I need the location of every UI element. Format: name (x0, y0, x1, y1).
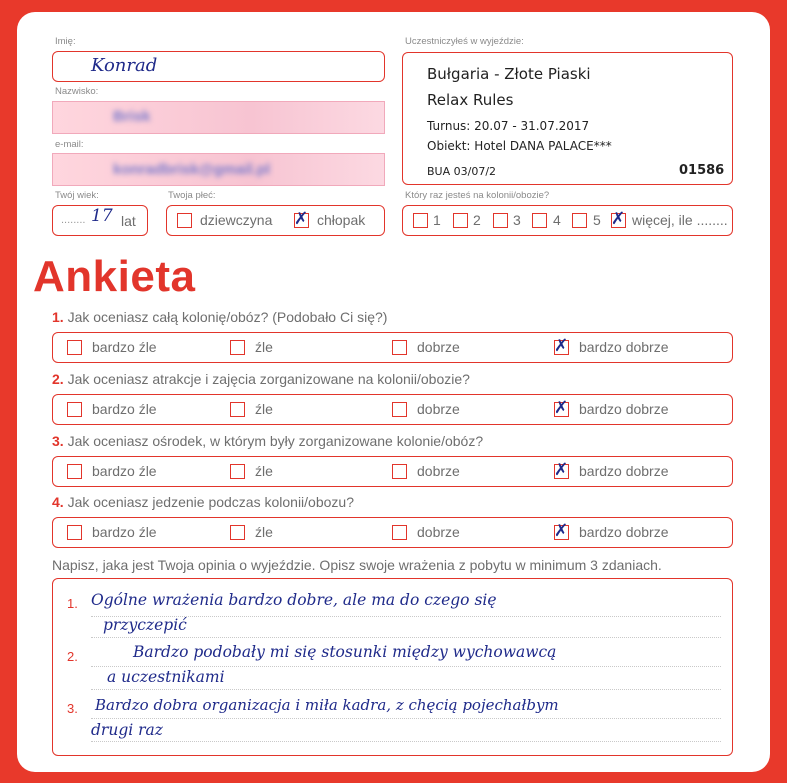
question-label: Jak oceniasz atrakcje i zajęcia zorganizowane na kolonii/obozie? (67, 371, 470, 387)
question-1-text (52, 309, 387, 325)
checkbox-5[interactable] (572, 213, 587, 228)
question-4-checkbox-3[interactable] (392, 525, 407, 540)
checkbox-wiecej[interactable] (611, 209, 626, 229)
question-3-option-label: bardzo źle (92, 463, 157, 479)
question-1-option-label: bardzo dobrze (579, 339, 669, 355)
option-chlopak: chłopak (317, 212, 366, 228)
question-2-checkbox-1[interactable] (67, 402, 82, 417)
wiek-unit: lat (121, 213, 136, 229)
question-2-checkbox-3[interactable] (392, 402, 407, 417)
check-mark-icon: ✗ (554, 460, 569, 480)
question-3-checkbox-3[interactable] (392, 464, 407, 479)
question-1-checkbox-1[interactable] (67, 340, 82, 355)
check-mark-icon: ✗ (554, 336, 569, 356)
uczestnik-label: Uczestniczyłeś w wyjeździe: (405, 36, 524, 47)
checkbox-4[interactable] (532, 213, 547, 228)
line-3a (91, 718, 721, 719)
question-4-text (52, 494, 354, 510)
nazwisko-label: Nazwisko: (55, 86, 99, 97)
wiek-value: 17 (91, 206, 113, 226)
email-value: konradbrisk@gmail.pl (113, 161, 271, 178)
question-3-checkbox-2[interactable] (230, 464, 245, 479)
question-4-checkbox-4[interactable] (554, 521, 569, 541)
opinion-answer-1: Ogólne wrażenia bardzo dobre, ale ma do czego się (91, 591, 497, 609)
nazwisko-field-redacted[interactable] (52, 101, 385, 134)
option-dziewczyna: dziewczyna (200, 212, 273, 228)
line-1b (91, 637, 721, 638)
opinion-answer-3: Bardzo dobra organizacja i miła kadra, z chęcią pojechałbym (95, 696, 559, 714)
question-1-option-label: bardzo źle (92, 339, 157, 355)
trip-turnus: Turnus: 20.07 - 31.07.2017 (427, 119, 590, 133)
opinion-prompt: Napisz, jaka jest Twoja opinia o wyjeździe. Opisz swoje wrażenia z pobytu w minimum 3 zdaniach. (52, 557, 662, 573)
line-2b (91, 689, 721, 690)
opinion-answer-1-cont: przyczepić (103, 616, 187, 634)
line-3b (91, 741, 721, 742)
question-3-option-label: źle (255, 463, 273, 479)
checkbox-1[interactable] (413, 213, 428, 228)
check-mark-icon: ✗ (294, 209, 309, 229)
opinion-number-3: 3. (67, 701, 78, 716)
checkbox-dziewczyna[interactable] (177, 213, 192, 228)
email-field-redacted[interactable] (52, 153, 385, 186)
question-4-checkbox-2[interactable] (230, 525, 245, 540)
trip-destination: Bułgaria - Złote Piaski (427, 65, 591, 83)
question-label: Jak oceniasz ośrodek, w którym były zorganizowane kolonie/obóz? (67, 433, 484, 449)
question-4-option-label: źle (255, 524, 273, 540)
imie-value: Konrad (91, 55, 158, 76)
question-1-checkbox-4[interactable] (554, 336, 569, 356)
checkbox-3[interactable] (493, 213, 508, 228)
question-2-option-label: bardzo źle (92, 401, 157, 417)
wiek-label: Twój wiek: (55, 190, 99, 201)
question-4-options (52, 517, 733, 548)
question-4-option-label: bardzo dobrze (579, 524, 669, 540)
question-number: 2. (52, 371, 64, 387)
question-number: 3. (52, 433, 64, 449)
trip-info-box (402, 52, 733, 185)
opinion-box[interactable] (52, 578, 733, 756)
question-3-options (52, 456, 733, 487)
survey-title: Ankieta (33, 252, 196, 301)
opinion-answer-3-cont: drugi raz (91, 721, 163, 739)
question-label: Jak oceniasz całą kolonię/obóz? (Podobało Ci się?) (67, 309, 388, 325)
imie-label: Imię: (55, 36, 76, 47)
ktory-raz-field (402, 205, 733, 236)
ktory-raz-label: Który raz jesteś na kolonii/obozie? (405, 190, 550, 201)
question-1-option-label: dobrze (417, 339, 460, 355)
question-3-option-label: dobrze (417, 463, 460, 479)
times-option-3: 3 (513, 212, 521, 228)
question-2-options (52, 394, 733, 425)
plec-field (166, 205, 385, 236)
question-label: Jak oceniasz jedzenie podczas kolonii/obozu? (67, 494, 354, 510)
question-1-checkbox-2[interactable] (230, 340, 245, 355)
question-2-checkbox-4[interactable] (554, 398, 569, 418)
checkbox-2[interactable] (453, 213, 468, 228)
checkbox-chlopak[interactable] (294, 209, 309, 229)
times-option-wiecej: więcej, ile ........ (632, 212, 728, 228)
line-2a (91, 666, 721, 667)
question-1-option-label: źle (255, 339, 273, 355)
wiek-field[interactable] (52, 205, 148, 236)
trip-program: Relax Rules (427, 91, 514, 109)
check-mark-icon: ✗ (611, 209, 626, 229)
imie-field[interactable] (52, 51, 385, 82)
opinion-answer-2: Bardzo podobały mi się stosunki między wychowawcą (133, 643, 557, 661)
check-mark-icon: ✗ (554, 398, 569, 418)
opinion-number-1: 1. (67, 596, 78, 611)
question-2-option-label: bardzo dobrze (579, 401, 669, 417)
question-1-checkbox-3[interactable] (392, 340, 407, 355)
times-option-2: 2 (473, 212, 481, 228)
question-3-text (52, 433, 483, 449)
check-mark-icon: ✗ (554, 521, 569, 541)
trip-obiekt: Obiekt: Hotel DANA PALACE*** (427, 139, 612, 153)
question-4-option-label: dobrze (417, 524, 460, 540)
question-3-option-label: bardzo dobrze (579, 463, 669, 479)
wiek-dots: ........ (61, 214, 86, 226)
nazwisko-value: Brisk (113, 108, 151, 125)
question-number: 1. (52, 309, 64, 325)
question-2-option-label: dobrze (417, 401, 460, 417)
opinion-answer-2-cont: a uczestnikami (107, 668, 225, 686)
trip-number: 01586 (679, 163, 725, 178)
opinion-number-2: 2. (67, 649, 78, 664)
question-4-option-label: bardzo źle (92, 524, 157, 540)
question-1-options (52, 332, 733, 363)
question-2-option-label: źle (255, 401, 273, 417)
times-option-5: 5 (593, 212, 601, 228)
question-4-checkbox-1[interactable] (67, 525, 82, 540)
trip-code: BUA 03/07/2 (427, 165, 497, 178)
question-3-checkbox-1[interactable] (67, 464, 82, 479)
plec-label: Twoja płeć: (168, 190, 216, 201)
question-2-text (52, 371, 470, 387)
email-label: e-mail: (55, 139, 84, 150)
question-number: 4. (52, 494, 64, 510)
times-option-1: 1 (433, 212, 441, 228)
question-2-checkbox-2[interactable] (230, 402, 245, 417)
times-option-4: 4 (553, 212, 561, 228)
question-3-checkbox-4[interactable] (554, 460, 569, 480)
